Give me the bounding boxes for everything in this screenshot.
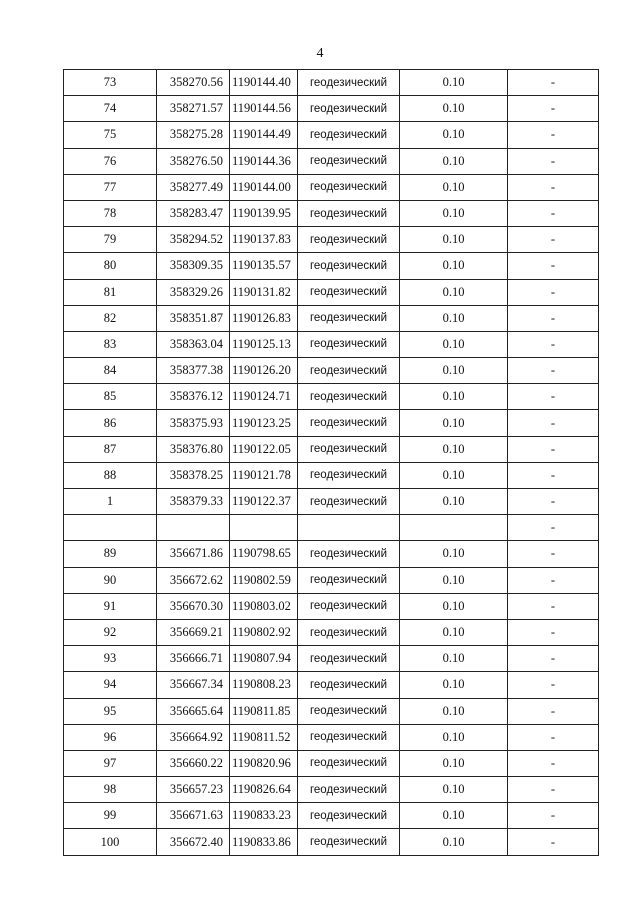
point-number-cell: 80 bbox=[64, 253, 157, 279]
y-coordinate-cell: 1190144.49 bbox=[230, 122, 298, 148]
accuracy-cell: 0.10 bbox=[400, 462, 508, 488]
x-coordinate-cell: 356657.23 bbox=[157, 777, 230, 803]
method-cell bbox=[298, 515, 400, 541]
x-coordinate-cell: 358275.28 bbox=[157, 122, 230, 148]
coordinates-table bbox=[63, 69, 599, 856]
accuracy-cell: 0.10 bbox=[400, 777, 508, 803]
note-cell: - bbox=[508, 541, 599, 567]
accuracy-cell: 0.10 bbox=[400, 253, 508, 279]
y-coordinate-cell: 1190803.02 bbox=[230, 593, 298, 619]
method-cell: геодезический bbox=[298, 305, 400, 331]
y-coordinate-cell: 1190123.25 bbox=[230, 410, 298, 436]
accuracy-cell: 0.10 bbox=[400, 96, 508, 122]
y-coordinate-cell: 1190121.78 bbox=[230, 462, 298, 488]
point-number-cell: 88 bbox=[64, 462, 157, 488]
point-number-cell bbox=[64, 515, 157, 541]
table-row bbox=[64, 70, 599, 96]
y-coordinate-cell: 1190826.64 bbox=[230, 777, 298, 803]
table-row bbox=[64, 462, 599, 488]
note-cell: - bbox=[508, 70, 599, 96]
accuracy-cell: 0.10 bbox=[400, 148, 508, 174]
method-cell: геодезический bbox=[298, 698, 400, 724]
point-number-cell: 74 bbox=[64, 96, 157, 122]
y-coordinate-cell: 1190135.57 bbox=[230, 253, 298, 279]
point-number-cell: 82 bbox=[64, 305, 157, 331]
table-row bbox=[64, 489, 599, 515]
note-cell: - bbox=[508, 593, 599, 619]
y-coordinate-cell: 1190139.95 bbox=[230, 200, 298, 226]
x-coordinate-cell: 356671.86 bbox=[157, 541, 230, 567]
x-coordinate-cell: 358378.25 bbox=[157, 462, 230, 488]
table-row bbox=[64, 515, 599, 541]
x-coordinate-cell: 358376.12 bbox=[157, 384, 230, 410]
accuracy-cell: 0.10 bbox=[400, 305, 508, 331]
y-coordinate-cell: 1190137.83 bbox=[230, 227, 298, 253]
x-coordinate-cell: 356664.92 bbox=[157, 724, 230, 750]
method-cell: геодезический bbox=[298, 672, 400, 698]
point-number-cell: 1 bbox=[64, 489, 157, 515]
method-cell: геодезический bbox=[298, 829, 400, 855]
note-cell: - bbox=[508, 698, 599, 724]
table-row bbox=[64, 253, 599, 279]
point-number-cell: 89 bbox=[64, 541, 157, 567]
table-row bbox=[64, 305, 599, 331]
method-cell: геодезический bbox=[298, 331, 400, 357]
table-row bbox=[64, 200, 599, 226]
accuracy-cell: 0.10 bbox=[400, 724, 508, 750]
method-cell: геодезический bbox=[298, 489, 400, 515]
note-cell: - bbox=[508, 436, 599, 462]
accuracy-cell: 0.10 bbox=[400, 358, 508, 384]
x-coordinate-cell: 356660.22 bbox=[157, 750, 230, 776]
point-number-cell: 94 bbox=[64, 672, 157, 698]
note-cell: - bbox=[508, 358, 599, 384]
note-cell: - bbox=[508, 462, 599, 488]
accuracy-cell: 0.10 bbox=[400, 672, 508, 698]
note-cell: - bbox=[508, 724, 599, 750]
y-coordinate-cell: 1190807.94 bbox=[230, 646, 298, 672]
table-row bbox=[64, 803, 599, 829]
y-coordinate-cell: 1190125.13 bbox=[230, 331, 298, 357]
method-cell: геодезический bbox=[298, 777, 400, 803]
point-number-cell: 81 bbox=[64, 279, 157, 305]
note-cell: - bbox=[508, 803, 599, 829]
point-number-cell: 98 bbox=[64, 777, 157, 803]
point-number-cell: 100 bbox=[64, 829, 157, 855]
accuracy-cell: 0.10 bbox=[400, 227, 508, 253]
table-row bbox=[64, 174, 599, 200]
accuracy-cell bbox=[400, 515, 508, 541]
x-coordinate-cell: 358271.57 bbox=[157, 96, 230, 122]
point-number-cell: 93 bbox=[64, 646, 157, 672]
table-row bbox=[64, 829, 599, 855]
method-cell: геодезический bbox=[298, 803, 400, 829]
method-cell: геодезический bbox=[298, 567, 400, 593]
accuracy-cell: 0.10 bbox=[400, 541, 508, 567]
method-cell: геодезический bbox=[298, 593, 400, 619]
note-cell: - bbox=[508, 148, 599, 174]
x-coordinate-cell: 358277.49 bbox=[157, 174, 230, 200]
accuracy-cell: 0.10 bbox=[400, 174, 508, 200]
accuracy-cell: 0.10 bbox=[400, 750, 508, 776]
point-number-cell: 76 bbox=[64, 148, 157, 174]
note-cell: - bbox=[508, 200, 599, 226]
accuracy-cell: 0.10 bbox=[400, 122, 508, 148]
point-number-cell: 90 bbox=[64, 567, 157, 593]
method-cell: геодезический bbox=[298, 384, 400, 410]
table-row bbox=[64, 358, 599, 384]
method-cell: геодезический bbox=[298, 200, 400, 226]
method-cell: геодезический bbox=[298, 279, 400, 305]
method-cell: геодезический bbox=[298, 462, 400, 488]
method-cell: геодезический bbox=[298, 148, 400, 174]
note-cell: - bbox=[508, 646, 599, 672]
x-coordinate-cell: 358309.35 bbox=[157, 253, 230, 279]
y-coordinate-cell: 1190798.65 bbox=[230, 541, 298, 567]
y-coordinate-cell: 1190833.23 bbox=[230, 803, 298, 829]
y-coordinate-cell: 1190126.20 bbox=[230, 358, 298, 384]
table-row bbox=[64, 331, 599, 357]
y-coordinate-cell: 1190144.40 bbox=[230, 70, 298, 96]
accuracy-cell: 0.10 bbox=[400, 70, 508, 96]
x-coordinate-cell: 358283.47 bbox=[157, 200, 230, 226]
point-number-cell: 79 bbox=[64, 227, 157, 253]
accuracy-cell: 0.10 bbox=[400, 279, 508, 305]
accuracy-cell: 0.10 bbox=[400, 646, 508, 672]
x-coordinate-cell: 358351.87 bbox=[157, 305, 230, 331]
y-coordinate-cell: 1190802.92 bbox=[230, 619, 298, 645]
point-number-cell: 77 bbox=[64, 174, 157, 200]
table-row bbox=[64, 698, 599, 724]
point-number-cell: 97 bbox=[64, 750, 157, 776]
table-row bbox=[64, 750, 599, 776]
x-coordinate-cell: 356671.63 bbox=[157, 803, 230, 829]
point-number-cell: 96 bbox=[64, 724, 157, 750]
x-coordinate-cell: 356666.71 bbox=[157, 646, 230, 672]
note-cell: - bbox=[508, 515, 599, 541]
method-cell: геодезический bbox=[298, 253, 400, 279]
point-number-cell: 84 bbox=[64, 358, 157, 384]
table-row bbox=[64, 646, 599, 672]
table-row bbox=[64, 384, 599, 410]
method-cell: геодезический bbox=[298, 358, 400, 384]
x-coordinate-cell: 358294.52 bbox=[157, 227, 230, 253]
x-coordinate-cell: 358270.56 bbox=[157, 70, 230, 96]
table-row bbox=[64, 436, 599, 462]
note-cell: - bbox=[508, 384, 599, 410]
note-cell: - bbox=[508, 750, 599, 776]
y-coordinate-cell bbox=[230, 515, 298, 541]
note-cell: - bbox=[508, 567, 599, 593]
accuracy-cell: 0.10 bbox=[400, 829, 508, 855]
method-cell: геодезический bbox=[298, 646, 400, 672]
point-number-cell: 99 bbox=[64, 803, 157, 829]
y-coordinate-cell: 1190144.00 bbox=[230, 174, 298, 200]
table-row bbox=[64, 724, 599, 750]
accuracy-cell: 0.10 bbox=[400, 619, 508, 645]
x-coordinate-cell: 358375.93 bbox=[157, 410, 230, 436]
y-coordinate-cell: 1190126.83 bbox=[230, 305, 298, 331]
note-cell: - bbox=[508, 96, 599, 122]
x-coordinate-cell: 358363.04 bbox=[157, 331, 230, 357]
note-cell: - bbox=[508, 174, 599, 200]
x-coordinate-cell: 356672.62 bbox=[157, 567, 230, 593]
x-coordinate-cell: 358379.33 bbox=[157, 489, 230, 515]
point-number-cell: 85 bbox=[64, 384, 157, 410]
note-cell: - bbox=[508, 619, 599, 645]
table-row bbox=[64, 96, 599, 122]
point-number-cell: 95 bbox=[64, 698, 157, 724]
method-cell: геодезический bbox=[298, 70, 400, 96]
note-cell: - bbox=[508, 331, 599, 357]
x-coordinate-cell bbox=[157, 515, 230, 541]
x-coordinate-cell: 358329.26 bbox=[157, 279, 230, 305]
page-number: 4 bbox=[316, 46, 324, 61]
y-coordinate-cell: 1190122.05 bbox=[230, 436, 298, 462]
y-coordinate-cell: 1190124.71 bbox=[230, 384, 298, 410]
point-number-cell: 87 bbox=[64, 436, 157, 462]
x-coordinate-cell: 356672.40 bbox=[157, 829, 230, 855]
x-coordinate-cell: 358377.38 bbox=[157, 358, 230, 384]
table-row bbox=[64, 148, 599, 174]
y-coordinate-cell: 1190811.85 bbox=[230, 698, 298, 724]
accuracy-cell: 0.10 bbox=[400, 567, 508, 593]
point-number-cell: 73 bbox=[64, 70, 157, 96]
table-row bbox=[64, 567, 599, 593]
x-coordinate-cell: 356669.21 bbox=[157, 619, 230, 645]
method-cell: геодезический bbox=[298, 227, 400, 253]
y-coordinate-cell: 1190144.36 bbox=[230, 148, 298, 174]
x-coordinate-cell: 356665.64 bbox=[157, 698, 230, 724]
y-coordinate-cell: 1190144.56 bbox=[230, 96, 298, 122]
note-cell: - bbox=[508, 410, 599, 436]
y-coordinate-cell: 1190811.52 bbox=[230, 724, 298, 750]
method-cell: геодезический bbox=[298, 619, 400, 645]
accuracy-cell: 0.10 bbox=[400, 698, 508, 724]
table-row bbox=[64, 619, 599, 645]
accuracy-cell: 0.10 bbox=[400, 803, 508, 829]
table-row bbox=[64, 593, 599, 619]
point-number-cell: 78 bbox=[64, 200, 157, 226]
y-coordinate-cell: 1190122.37 bbox=[230, 489, 298, 515]
x-coordinate-cell: 358376.80 bbox=[157, 436, 230, 462]
note-cell: - bbox=[508, 489, 599, 515]
method-cell: геодезический bbox=[298, 541, 400, 567]
point-number-cell: 92 bbox=[64, 619, 157, 645]
accuracy-cell: 0.10 bbox=[400, 331, 508, 357]
accuracy-cell: 0.10 bbox=[400, 593, 508, 619]
accuracy-cell: 0.10 bbox=[400, 489, 508, 515]
accuracy-cell: 0.10 bbox=[400, 436, 508, 462]
accuracy-cell: 0.10 bbox=[400, 200, 508, 226]
y-coordinate-cell: 1190131.82 bbox=[230, 279, 298, 305]
note-cell: - bbox=[508, 777, 599, 803]
x-coordinate-cell: 356670.30 bbox=[157, 593, 230, 619]
point-number-cell: 75 bbox=[64, 122, 157, 148]
method-cell: геодезический bbox=[298, 750, 400, 776]
table-row bbox=[64, 122, 599, 148]
note-cell: - bbox=[508, 305, 599, 331]
y-coordinate-cell: 1190808.23 bbox=[230, 672, 298, 698]
accuracy-cell: 0.10 bbox=[400, 410, 508, 436]
method-cell: геодезический bbox=[298, 724, 400, 750]
table-row bbox=[64, 777, 599, 803]
x-coordinate-cell: 356667.34 bbox=[157, 672, 230, 698]
note-cell: - bbox=[508, 122, 599, 148]
note-cell: - bbox=[508, 829, 599, 855]
note-cell: - bbox=[508, 253, 599, 279]
note-cell: - bbox=[508, 672, 599, 698]
y-coordinate-cell: 1190820.96 bbox=[230, 750, 298, 776]
note-cell: - bbox=[508, 279, 599, 305]
y-coordinate-cell: 1190833.86 bbox=[230, 829, 298, 855]
table-row bbox=[64, 279, 599, 305]
method-cell: геодезический bbox=[298, 96, 400, 122]
method-cell: геодезический bbox=[298, 436, 400, 462]
table-row bbox=[64, 672, 599, 698]
method-cell: геодезический bbox=[298, 410, 400, 436]
table-row bbox=[64, 410, 599, 436]
table-row bbox=[64, 541, 599, 567]
x-coordinate-cell: 358276.50 bbox=[157, 148, 230, 174]
accuracy-cell: 0.10 bbox=[400, 384, 508, 410]
method-cell: геодезический bbox=[298, 174, 400, 200]
method-cell: геодезический bbox=[298, 122, 400, 148]
point-number-cell: 83 bbox=[64, 331, 157, 357]
point-number-cell: 91 bbox=[64, 593, 157, 619]
point-number-cell: 86 bbox=[64, 410, 157, 436]
note-cell: - bbox=[508, 227, 599, 253]
table-row bbox=[64, 227, 599, 253]
y-coordinate-cell: 1190802.59 bbox=[230, 567, 298, 593]
coordinates-table-body bbox=[64, 70, 599, 856]
